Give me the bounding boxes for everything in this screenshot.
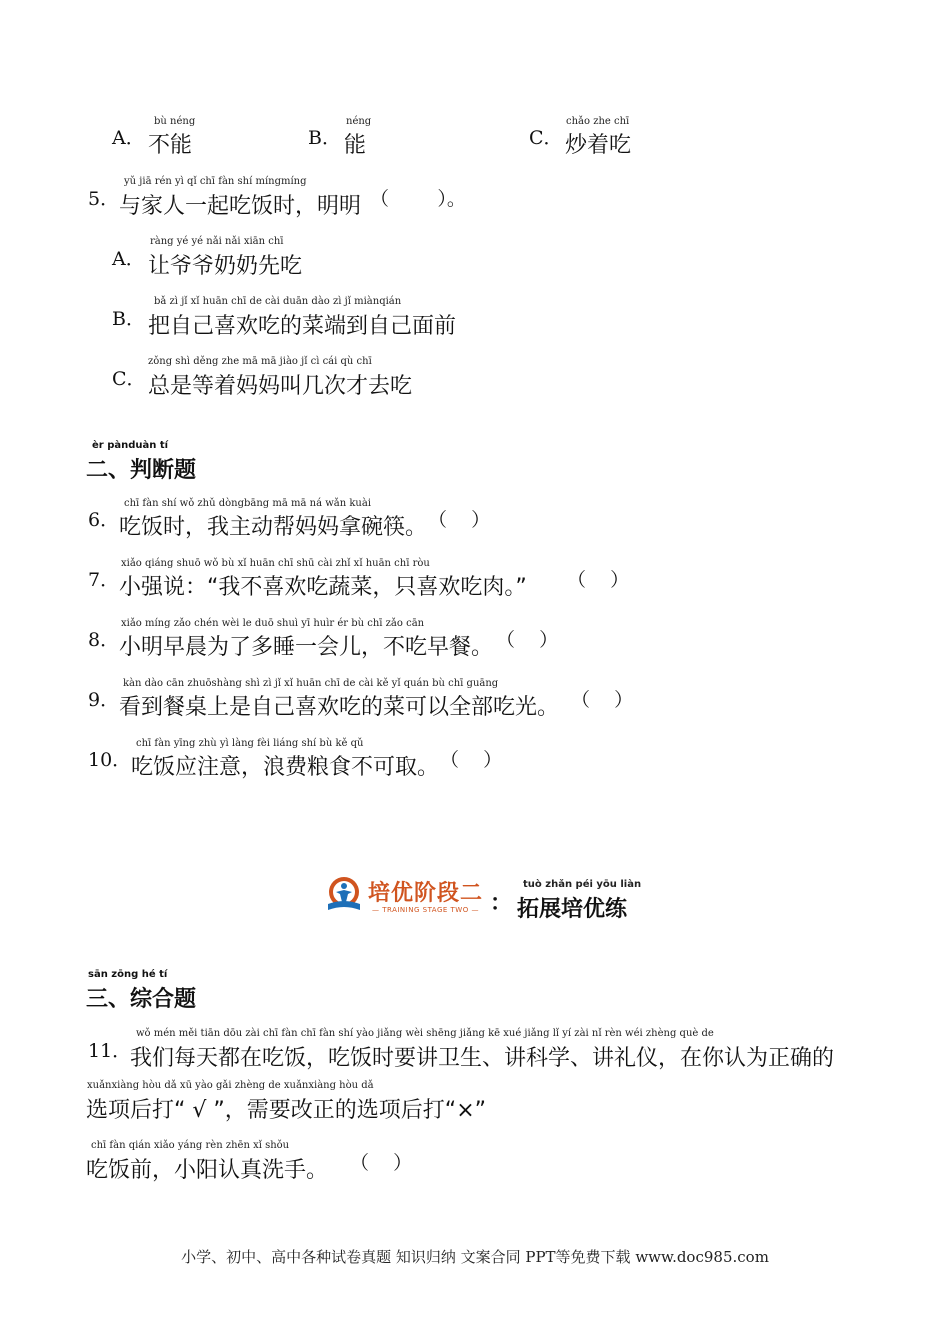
q5-option-c-pinyin: zǒng shì děng zhe mā mā jiào jǐ cì cái qù chī (148, 356, 372, 367)
question-11-line1-pinyin: wǒ mén měi tiān dōu zài chī fàn chī fàn shí yào jiǎng wèi shēng jiǎng kē xué jiǎng lǐ yí zài nǐ rèn wéi zhèng què de (136, 1028, 714, 1039)
question-9-pinyin: kàn dào cān zhuōshàng shì zì jǐ xǐ huān chī de cài kě yǐ quán bù chī guāng (123, 678, 499, 689)
q5-option-c-text: 总是等着妈妈叫几次才去吃 (148, 374, 413, 399)
question-5-text: 与家人一起吃饭时，明明 (119, 194, 362, 219)
question-10-pinyin: chī fàn yīng zhù yì làng fèi liáng shí bù kě qǔ (136, 738, 364, 749)
question-5-answer-blank[interactable]: （ ）。 (370, 188, 466, 210)
question-11-line1-text: 我们每天都在吃饭，吃饭时要讲卫生、讲科学、讲礼仪，在你认为正确的 (130, 1046, 835, 1071)
q4-option-c-pinyin: chǎo zhe chī (566, 116, 630, 127)
question-9-number: 9． (88, 689, 120, 711)
q5-option-a-label: A． (112, 248, 145, 270)
q5-option-b-label: B． (112, 308, 145, 330)
question-8-answer-blank[interactable]: （ ） (496, 629, 559, 651)
question-8-number: 8． (88, 629, 120, 651)
section-3-title: 三、综合题 (86, 987, 197, 1012)
question-11-number: 11． (88, 1040, 132, 1062)
training-logo-icon (322, 876, 366, 916)
question-11-line2-pinyin: xuǎnxiàng hòu dǎ xū yào gǎi zhèng de xuǎnxiàng hòu dǎ (87, 1080, 374, 1091)
question-11-answer-blank[interactable]: （ ） (350, 1152, 413, 1174)
question-6-number: 6． (88, 509, 120, 531)
stage-banner-title: 培优阶段二 (368, 880, 484, 906)
q4-option-a-pinyin: bù néng (154, 116, 196, 127)
question-6-text: 吃饭时，我主动帮妈妈拿碗筷。 (119, 515, 428, 540)
question-6-pinyin: chī fàn shí wǒ zhǔ dòngbāng mā mā ná wǎn kuài (124, 498, 372, 509)
question-10-text: 吃饭应注意，浪费粮食不可取。 (131, 755, 440, 780)
q5-option-a-pinyin: ràng yé yé nǎi nǎi xiān chī (150, 236, 284, 247)
question-6-answer-blank[interactable]: （ ） (428, 509, 491, 531)
question-8-text: 小明早晨为了多睡一会儿，不吃早餐。 (119, 635, 494, 660)
stage-banner-colon: ： (490, 891, 513, 916)
question-9-answer-blank[interactable]: （ ） (571, 689, 634, 711)
q4-option-a-label: A． (112, 127, 145, 149)
question-5-pinyin: yǔ jiā rén yì qǐ chī fàn shí míngmíng (124, 176, 307, 187)
q5-option-b-text: 把自己喜欢吃的菜端到自己面前 (148, 314, 457, 339)
question-5-number: 5． (88, 188, 120, 210)
question-11-line3-pinyin: chī fàn qián xiǎo yáng rèn zhēn xǐ shǒu (91, 1140, 290, 1151)
q5-option-a-text: 让爷爷奶奶先吃 (148, 254, 303, 279)
q5-option-b-pinyin: bǎ zì jǐ xǐ huān chī de cài duān dào zì jǐ miànqián (154, 296, 402, 307)
stage-banner-text: 拓展培优练 (517, 897, 628, 922)
question-7-number: 7． (88, 569, 120, 591)
section-2-title: 二、判断题 (86, 458, 197, 483)
q4-option-c-label: C． (529, 127, 563, 149)
stage-banner-pinyin: tuò zhǎn péi yōu liàn (523, 879, 642, 890)
q4-option-c-text: 炒着吃 (565, 133, 632, 158)
question-9-text: 看到餐桌上是自己喜欢吃的菜可以全部吃光。 (119, 695, 560, 720)
question-8-pinyin: xiǎo míng zǎo chén wèi le duō shuì yī huìr ér bù chī zǎo cān (121, 618, 425, 629)
q4-option-b-pinyin: néng (346, 116, 372, 127)
question-7-answer-blank[interactable]: （ ） (567, 569, 630, 591)
question-11-line3-text: 吃饭前，小阳认真洗手。 (86, 1158, 329, 1183)
q4-option-b-text: 能 (344, 133, 367, 158)
q5-option-c-label: C． (112, 368, 146, 390)
q4-option-b-label: B． (308, 127, 341, 149)
q4-option-a-text: 不能 (148, 133, 193, 158)
stage-banner-subtitle: — TRAINING STAGE TWO — (372, 906, 479, 914)
section-3-pinyin: sān zōng hé tí (88, 969, 168, 980)
question-7-text: 小强说：“我不喜欢吃蔬菜，只喜欢吃肉。” (119, 575, 527, 600)
question-7-pinyin: xiǎo qiáng shuō wǒ bù xǐ huān chī shū cài zhǐ xǐ huān chī ròu (121, 558, 430, 569)
section-2-pinyin: èr pànduàn tí (92, 440, 169, 451)
question-10-answer-blank[interactable]: （ ） (440, 749, 503, 771)
question-11-line2-text: 选项后打“ √ ”，需要改正的选项后打“×” (86, 1098, 487, 1123)
question-10-number: 10． (88, 749, 132, 771)
page-footer: 小学、初中、高中各种试卷真题 知识归纳 文案合同 PPT等免费下载 www.doc985.com (181, 1248, 769, 1266)
